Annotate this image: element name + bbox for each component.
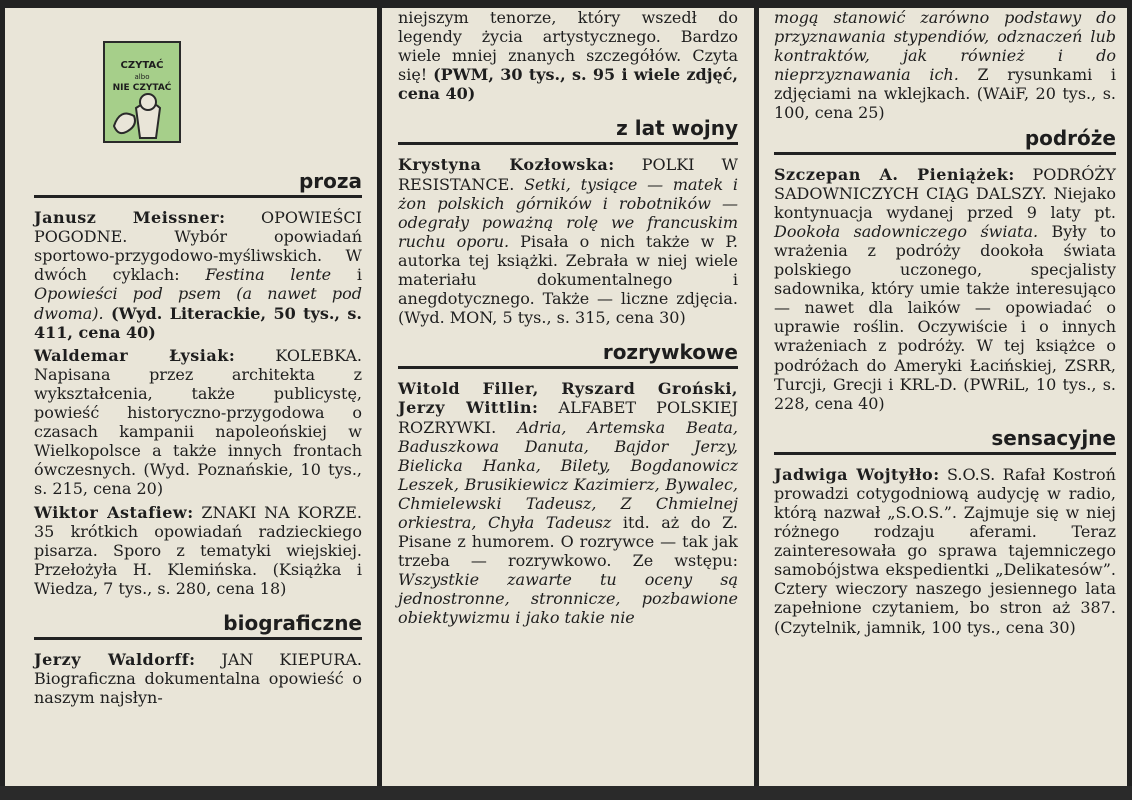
entry-italic: Festina lente xyxy=(205,265,332,285)
author: Janusz Meissner: xyxy=(34,208,226,228)
entry-text: Pisała o nich także w P. autorka tej książki. Zebrała w niej wiele materiału dokumentalnego i anegdotycznego. Także — liczne zdjęcia. (Wyd. MON, 5 tys., s. 315, cena 30) xyxy=(398,231,738,328)
book-title: ZNAKI NA KORZE. xyxy=(193,502,362,522)
column-2 xyxy=(398,8,738,632)
book-title: POLKI W RESISTANCE. xyxy=(398,155,738,194)
section-rozrywkowe: rozrywkowe xyxy=(398,341,738,369)
left-rule xyxy=(0,0,5,786)
entry-filler xyxy=(398,379,738,627)
right-rule xyxy=(1127,0,1132,786)
bottom-border xyxy=(0,786,1132,800)
book-title: OPOWIEŚCI POGODNE. xyxy=(34,208,362,247)
entry-text: Były to wrażenia z podróży dookoła świata polskiego uczonego, specjalisty sadownika, który umie także interesująco — nawet dla laików — opowiadać o uprawie roślin. Oczywiście i o innych wrażeniach z podróży. W tej książce o podróżach do Ameryki Łacińskiej, ZSRR, Turcji, Grecji i KRL-D. (PWRiL, 10 tys., s. 228, cena 40) xyxy=(774,221,1116,413)
book-title: JAN KIEPURA. xyxy=(195,649,362,669)
entry-meissner xyxy=(34,208,362,342)
column-rule-2 xyxy=(754,0,759,786)
entry-italic: Dookoła sadowniczego świata. xyxy=(774,221,1039,241)
author: Waldemar Łysiak: xyxy=(34,345,236,365)
entry-waldorff-cont xyxy=(398,8,738,103)
column-3 xyxy=(774,8,1116,641)
book-title: ALFABET POLSKIEJ ROZRYWKI. xyxy=(398,398,739,437)
entry-publication: (PWM, 30 tys., s. 95 i wiele zdjęć, cena 40) xyxy=(398,65,738,104)
author: Szczepan A. Pieniążek: xyxy=(774,164,1015,184)
section-z-lat-wojny: z lat wojny xyxy=(398,117,738,145)
author: Jadwiga Wojtyłło: xyxy=(774,464,940,484)
entry-astafiew xyxy=(34,503,362,598)
entry-wojtyllo xyxy=(774,465,1116,637)
svg-text:albo: albo xyxy=(134,73,150,81)
entry-lysiak xyxy=(34,346,362,499)
book-title: PODRÓŻY SADOWNICZYCH CIĄG DALSZY. xyxy=(774,164,1116,203)
entry-publication: (Wyd. Literackie, 50 tys., s. 411, cena 40) xyxy=(34,303,362,342)
top-border xyxy=(0,0,1132,8)
entry-waldorff xyxy=(34,650,362,707)
entry-italic: Adria, Artemska Beata, Baduszkowa Danuta, Bajdor Jerzy, Bielicka Hanka, Bilety, Bogdanowicz Leszek, Brusikiewicz Kazimierz, Bywalec, Chmielewski Tadeusz, Z Chmielnej orkiestra, Chyła Tadeusz xyxy=(398,417,738,532)
entry-text: S.O.S. Rafał Kostroń prowadzi cotygodniową audycję w radio, którą nazwał „S.O.S.”. Zajmuje się w niej różnego rodzaju aferami. Teraz zainteresowała go sprawa tajemniczego samobójstwa ekspedientki „Delikatesów”. Cztery wieczory naszego jesiennego lata zapełnione czytaniem, bo stron aż 387. (Czytelnik, jamnik, 100 tys., cena 30) xyxy=(774,464,1116,637)
entry-text: Napisana przez architekta z wykształcenia, także publicystę, powieść historyczno-przygodowa o czasach kampanii napoleońskiej w Wielkopolsce a także innych frontach ówczesnych. (Wyd. Poznańskie, 10 tys., s. 215, cena 20) xyxy=(34,364,362,499)
entry-text: niejszym tenorze, który wszedł do legendy życia artystycznego. Bardzo wiele mniej znanych szczegółów. Czyta się! xyxy=(398,8,738,85)
czytac-logo xyxy=(100,38,186,154)
entry-text: i xyxy=(331,265,363,285)
section-sensacyjne: sensacyjne xyxy=(774,427,1116,455)
entry-italic: mogą stanowić zarówno podstawy do przyznawania stypendiów, odznaczeń lub kontraktów, jak również i do nieprzyznawania ich. xyxy=(774,8,1116,85)
author: Jerzy Waldorff: xyxy=(34,649,196,669)
section-podroze: podróże xyxy=(774,127,1116,155)
svg-text:NIE CZYTAĆ: NIE CZYTAĆ xyxy=(112,83,172,93)
entry-kozlowska xyxy=(398,155,738,327)
entry-publication: Z rysunkami i zdjęciami na wklejkach. (WAiF, 20 tys., s. 100, cena 25) xyxy=(774,65,1116,123)
entry-text: Niejako kontynuacja wydanej przed 9 laty pt. xyxy=(774,183,1117,222)
entry-italic: Opowieści pod psem (a nawet pod dwoma). xyxy=(34,284,362,323)
entry-filler-cont xyxy=(774,8,1116,123)
author: Krystyna Kozłowska: xyxy=(398,155,615,175)
column-rule-1 xyxy=(377,0,382,786)
section-proza: proza xyxy=(34,170,362,198)
entry-pieniazek xyxy=(774,165,1116,413)
author: Wiktor Astafiew: xyxy=(34,502,194,522)
svg-text:CZYTAĆ: CZYTAĆ xyxy=(120,60,164,71)
entry-text: itd. aż do Z. Pisane z humorem. O rozrywce — tak jak trzeba — rozrywkowo. Ze wstępu: xyxy=(398,512,739,571)
column-1 xyxy=(34,8,362,711)
entry-italic: Setki, tysiące — matek i żon polskich górników i robotników — odegrały poważną rolę we francuskim ruchu oporu. xyxy=(398,174,738,251)
section-biograficzne: biograficzne xyxy=(34,612,362,640)
entry-text: Biograficzna dokumentalna opowieść o naszym najsłyn- xyxy=(34,669,362,708)
entry-text: Wybór opowiadań sportowo-przygodowo-myśliwskich. W dwóch cyklach: xyxy=(34,227,362,285)
book-title: KOLEBKA. xyxy=(235,345,363,365)
author: Witold Filler, Ryszard Groński, Jerzy Wittlin: xyxy=(398,379,738,418)
entry-italic: Wszystkie zawarte tu oceny są jednostronne, stronnicze, pozbawione obiektywizmu i jako takie nie xyxy=(398,570,738,628)
entry-text: 35 krótkich opowiadań radzieckiego pisarza. Sporo z tematyki wiejskiej. Przełożyła H. Klemińska. (Książka i Wiedza, 7 tys., s. 280, cena 18) xyxy=(34,521,362,598)
